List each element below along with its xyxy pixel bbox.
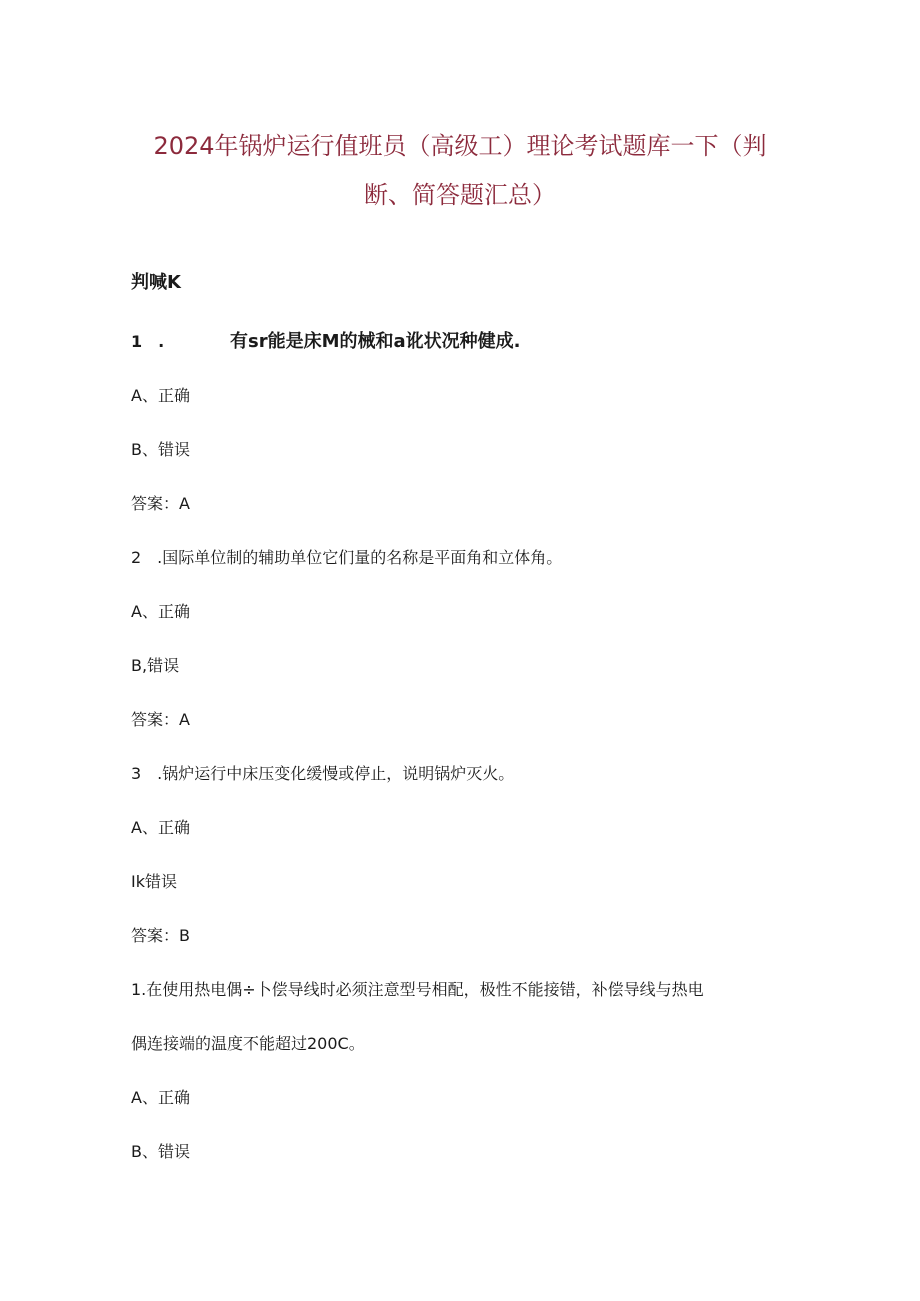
question-2-option-a: A、正确 <box>131 602 190 621</box>
question-3-text: 3 .锅炉运行中床压变化缓慢或停止，说明锅炉灭火。 <box>131 764 515 783</box>
question-2-option-b: B,错误 <box>131 656 180 675</box>
document-title-line-1: 2024年锅炉运行值班员（高级工）理论考试题库一下（判 <box>153 132 767 160</box>
question-3-option-b: Ik错误 <box>131 872 177 891</box>
question-1-answer: 答案：A <box>131 494 190 513</box>
question-4-text-line-1: 1.在使用热电偶÷卜偿导线时必须注意型号相配，极性不能接错，补偿导线与热电 <box>131 980 704 999</box>
question-2-answer: 答案：A <box>131 710 190 729</box>
question-4-option-b: B、错误 <box>131 1142 190 1161</box>
question-1-option-b: B、错误 <box>131 440 190 459</box>
question-1-text: 有sr能是床M的械和a讹状况种健成. <box>230 331 521 352</box>
section-heading: 判喊K <box>131 272 181 293</box>
question-4-text-line-2: 偶连接端的温度不能超过200C。 <box>131 1034 365 1053</box>
question-1-number: 1 . <box>131 332 165 351</box>
question-4-option-a: A、正确 <box>131 1088 190 1107</box>
question-3-option-a: A、正确 <box>131 818 190 837</box>
document-title-line-2: 断、简答题汇总） <box>364 181 556 209</box>
question-3-answer: 答案：B <box>131 926 190 945</box>
question-1-option-a: A、正确 <box>131 386 190 405</box>
question-2-text: 2 .国际单位制的辅助单位它们量的名称是平面角和立体角。 <box>131 548 563 567</box>
